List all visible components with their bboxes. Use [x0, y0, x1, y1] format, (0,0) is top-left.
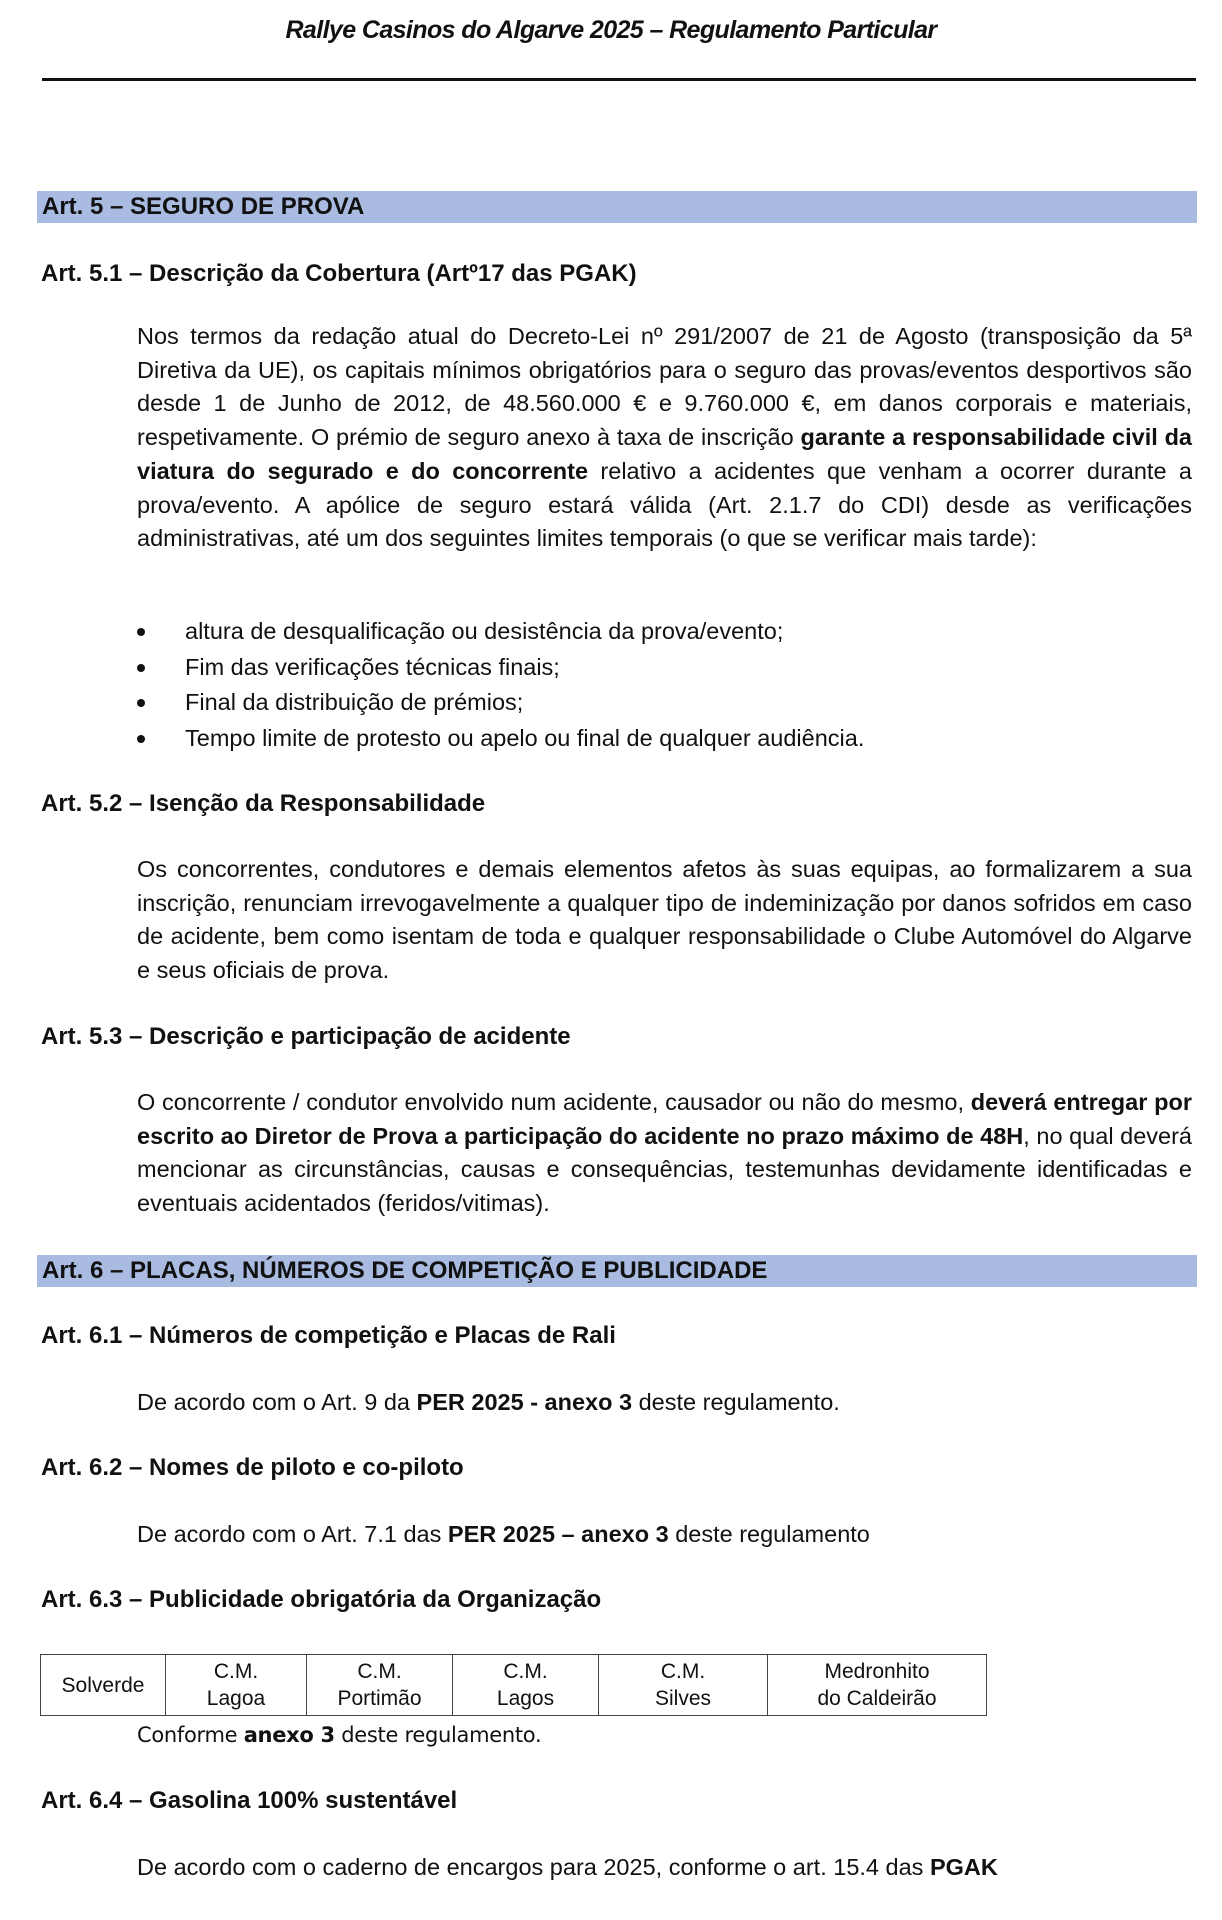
list-item-text: Fim das verificações técnicas finais;: [185, 653, 560, 680]
running-title: Rallye Casinos do Algarve 2025 – Regulamento Particular: [285, 16, 937, 44]
paragraph-6-4: [137, 1852, 998, 1882]
cell-line-1: C.M.: [213, 1660, 259, 1683]
paragraph-6-4-bold: PGAK: [929, 1854, 998, 1880]
subsection-heading-5-2: Art. 5.2 – Isenção da Responsabilidade: [41, 790, 486, 817]
paragraph-5-1-bold: garante a responsabilidade civil da viatura do segurado e do concorrente: [137, 424, 1192, 484]
subsection-heading-5-1: Art. 5.1 – Descrição da Cobertura (Artº17 das PGAK): [41, 260, 637, 287]
paragraph-6-4-text-a: De acordo com o caderno de encargos para 2025, conforme o art. 15.4 das: [137, 1854, 930, 1880]
list-item-text: altura de desqualificação ou desistência da prova/evento;: [185, 618, 784, 644]
table-cell: [768, 1655, 987, 1716]
cell-line-2: Portimão: [337, 1687, 422, 1710]
subsection-heading-5-3: Art. 5.3 – Descrição e participação de acidente: [41, 1023, 571, 1050]
cell-line-2: Lagos: [496, 1687, 555, 1710]
table-cell: [41, 1655, 166, 1716]
list-item-text: Tempo limite de protesto ou apelo ou final de qualquer audiência.: [185, 724, 865, 751]
cell-line-2: Silves: [654, 1687, 712, 1710]
bullet-icon: [137, 735, 145, 743]
paragraph-5-3-text-b: , no qual deverá mencionar as circunstâncias, causas e consequências, testemunhas devidamente identificadas e eventuais acidentados (feridos/vitimas).: [137, 1122, 1192, 1217]
table-note-bold: anexo 3: [243, 1723, 335, 1747]
paragraph-6-1-text-b: deste regulamento.: [632, 1389, 840, 1415]
cell-line-1: C.M.: [503, 1660, 548, 1683]
table-note-text-a: Conforme: [137, 1723, 244, 1747]
table-note: [137, 1720, 541, 1750]
bullet-icon: [137, 628, 145, 636]
list-item: [137, 721, 1197, 757]
list-item: [137, 650, 1197, 686]
paragraph-6-1: [137, 1387, 840, 1417]
paragraph-6-2-text-b: deste regulamento: [668, 1521, 870, 1547]
cell-line-1: Solverde: [61, 1673, 145, 1697]
table-cell: [599, 1655, 768, 1716]
table-row: [41, 1655, 987, 1716]
table-cell: [307, 1655, 453, 1716]
subsection-heading-6-1: Art. 6.1 – Números de competição e Placas de Rali: [41, 1322, 616, 1349]
section-heading-art5: Art. 5 – SEGURO DE PROVA: [37, 191, 1197, 223]
coverage-limits-list: [137, 614, 1197, 756]
cell-line-1: C.M.: [357, 1660, 402, 1683]
cell-line-2: Lagoa: [206, 1687, 266, 1710]
section-heading-art6: Art. 6 – PLACAS, NÚMEROS DE COMPETIÇÃO E PUBLICIDADE: [37, 1255, 1197, 1287]
table-cell: [166, 1655, 307, 1716]
subsection-heading-6-2: Art. 6.2 – Nomes de piloto e co-piloto: [41, 1454, 464, 1481]
list-item: [137, 685, 1197, 721]
cell-line-1: C.M.: [660, 1660, 706, 1683]
table-note-text-b: deste regulamento.: [334, 1723, 542, 1747]
sponsors-table: [40, 1654, 987, 1716]
list-item-text: Final da distribuição de prémios;: [185, 689, 524, 715]
paragraph-6-2-text-a: De acordo com o Art. 7.1 das: [137, 1521, 448, 1547]
cell-line-1: Medronhito: [824, 1660, 930, 1683]
paragraph-5-2: Os concorrentes, condutores e demais elementos afetos às suas equipas, ao formalizarem a sua inscrição, renunciam irrevogavelmente a qualquer tipo de indeminização por danos sofridos em caso de acidente, bem como isentam de toda e qualquer responsabilidade o Clube Automóvel do Algarve e seus oficiais de prova.: [137, 856, 1192, 984]
subsection-heading-6-4: Art. 6.4 – Gasolina 100% sustentável: [41, 1787, 458, 1814]
table-cell: [453, 1655, 599, 1716]
paragraph-5-3-text-a: O concorrente / condutor envolvido num acidente, causador ou não do mesmo,: [137, 1089, 971, 1115]
paragraph-6-2: [137, 1519, 870, 1549]
list-item: [137, 614, 1197, 650]
title-underline: [42, 78, 1196, 81]
paragraph-5-3: [137, 1086, 1192, 1221]
paragraph-5-1-text-b: relativo a acidentes que venham a ocorrer durante a prova/evento. A apólice de seguro estará válida (Art. 2.1.7 do CDI) desde as verificações administrativas, até um dos seguintes limites temporais (o que se verificar mais tarde):: [137, 457, 1192, 552]
cell-line-2: do Caldeirão: [817, 1687, 937, 1710]
paragraph-6-1-text-a: De acordo com o Art. 9 da: [137, 1389, 417, 1415]
subsection-heading-6-3: Art. 6.3 – Publicidade obrigatória da Organização: [41, 1586, 602, 1613]
paragraph-5-3-bold: deverá entregar por escrito ao Diretor de Prova a participação do acidente no prazo máximo de 48H: [137, 1089, 1192, 1149]
paragraph-5-1: [137, 320, 1192, 556]
paragraph-5-1-text-a: Nos termos da redação atual do Decreto-Lei nº 291/2007 de 21 de Agosto (transposição da 5ª Diretiva da UE), os capitais mínimos obrigatórios para o seguro das provas/eventos desportivos são desde 1 de Junho de 2012, de 48.560.000 € e 9.760.000 €, em danos corporais e materiais, respetivamente. O prémio de seguro anexo à taxa de inscrição: [137, 323, 1192, 451]
paragraph-6-2-bold: PER 2025 – anexo 3: [447, 1521, 669, 1547]
bullet-icon: [137, 664, 145, 672]
bullet-icon: [137, 699, 145, 707]
paragraph-6-1-bold: PER 2025 - anexo 3: [416, 1389, 633, 1415]
